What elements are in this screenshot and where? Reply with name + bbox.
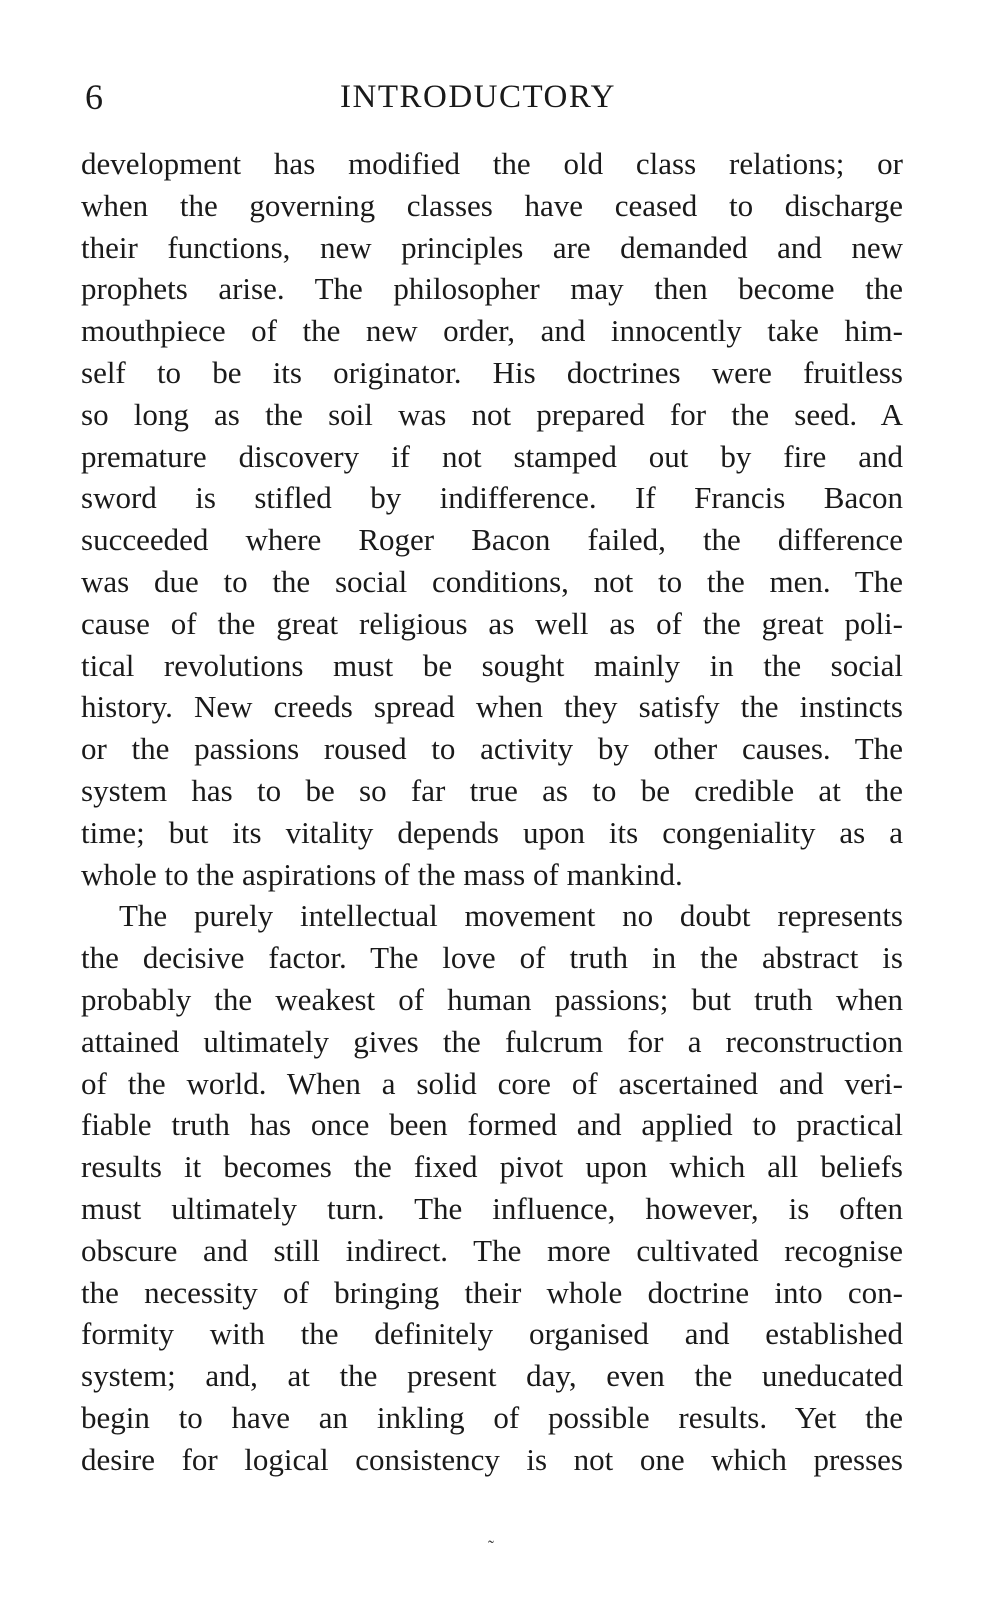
text-line: when the governing classes have ceased to discharge	[81, 187, 903, 223]
text-line: results it becomes the fixed pivot upon which all beliefs	[81, 1149, 903, 1185]
text-line: must ultimately turn. The influence, however, is often	[81, 1190, 903, 1226]
text-line: the decisive factor. The love of truth in the abstract is	[81, 940, 903, 976]
text-line: probably the weakest of human passions; but truth when	[81, 981, 903, 1017]
text-line: cause of the great religious as well as of the great poli-	[81, 605, 903, 641]
text-line: history. New creeds spread when they satisfy the instincts	[81, 689, 903, 725]
text-line: was due to the social conditions, not to the men. The	[81, 563, 903, 599]
text-line: succeeded where Roger Bacon failed, the difference	[81, 522, 903, 558]
text-line: of the world. When a solid core of ascertained and veri-	[81, 1065, 903, 1101]
text-line: mouthpiece of the new order, and innocently take him-	[81, 313, 903, 349]
paragraph	[81, 143, 903, 895]
text-line: prophets arise. The philosopher may then become the	[81, 271, 903, 307]
text-line: premature discovery if not stamped out by fire and	[81, 438, 903, 474]
text-line: self to be its originator. His doctrines were fruitless	[81, 354, 903, 390]
text-line: desire for logical consistency is not one which presses	[81, 1441, 903, 1477]
text-line: tical revolutions must be sought mainly in the social	[81, 647, 903, 683]
text-line: whole to the aspirations of the mass of mankind.	[81, 856, 683, 892]
paragraph	[81, 895, 903, 1480]
text-line: time; but its vitality depends upon its congeniality as a	[81, 814, 903, 850]
text-line: their functions, new principles are demanded and new	[81, 229, 903, 265]
text-line: attained ultimately gives the fulcrum for a reconstruction	[81, 1023, 903, 1059]
text-line: sword is stifled by indifference. If Francis Bacon	[81, 480, 903, 516]
text-line: the necessity of bringing their whole doctrine into con-	[81, 1274, 903, 1310]
text-line: formity with the definitely organised and established	[81, 1316, 903, 1352]
text-line: system; and, at the present day, even the uneducated	[81, 1358, 903, 1394]
body-text	[81, 143, 903, 1481]
page-header	[85, 72, 905, 122]
text-line: obscure and still indirect. The more cultivated recognise	[81, 1232, 903, 1268]
signature-mark: ˜	[488, 1537, 494, 1557]
text-line: system has to be so far true as to be credible at the	[81, 772, 903, 808]
text-line: fiable truth has once been formed and applied to practical	[81, 1107, 903, 1143]
running-head: INTRODUCTORY	[340, 79, 616, 115]
text-line: development has modified the old class relations; or	[81, 146, 903, 181]
text-line: so long as the soil was not prepared for the seed. A	[81, 396, 903, 432]
text-line: or the passions roused to activity by other causes. The	[81, 731, 903, 767]
page-number: 6	[85, 77, 103, 117]
text-line: begin to have an inkling of possible results. Yet the	[81, 1399, 903, 1435]
text-line: The purely intellectual movement no doubt represents	[119, 898, 903, 934]
